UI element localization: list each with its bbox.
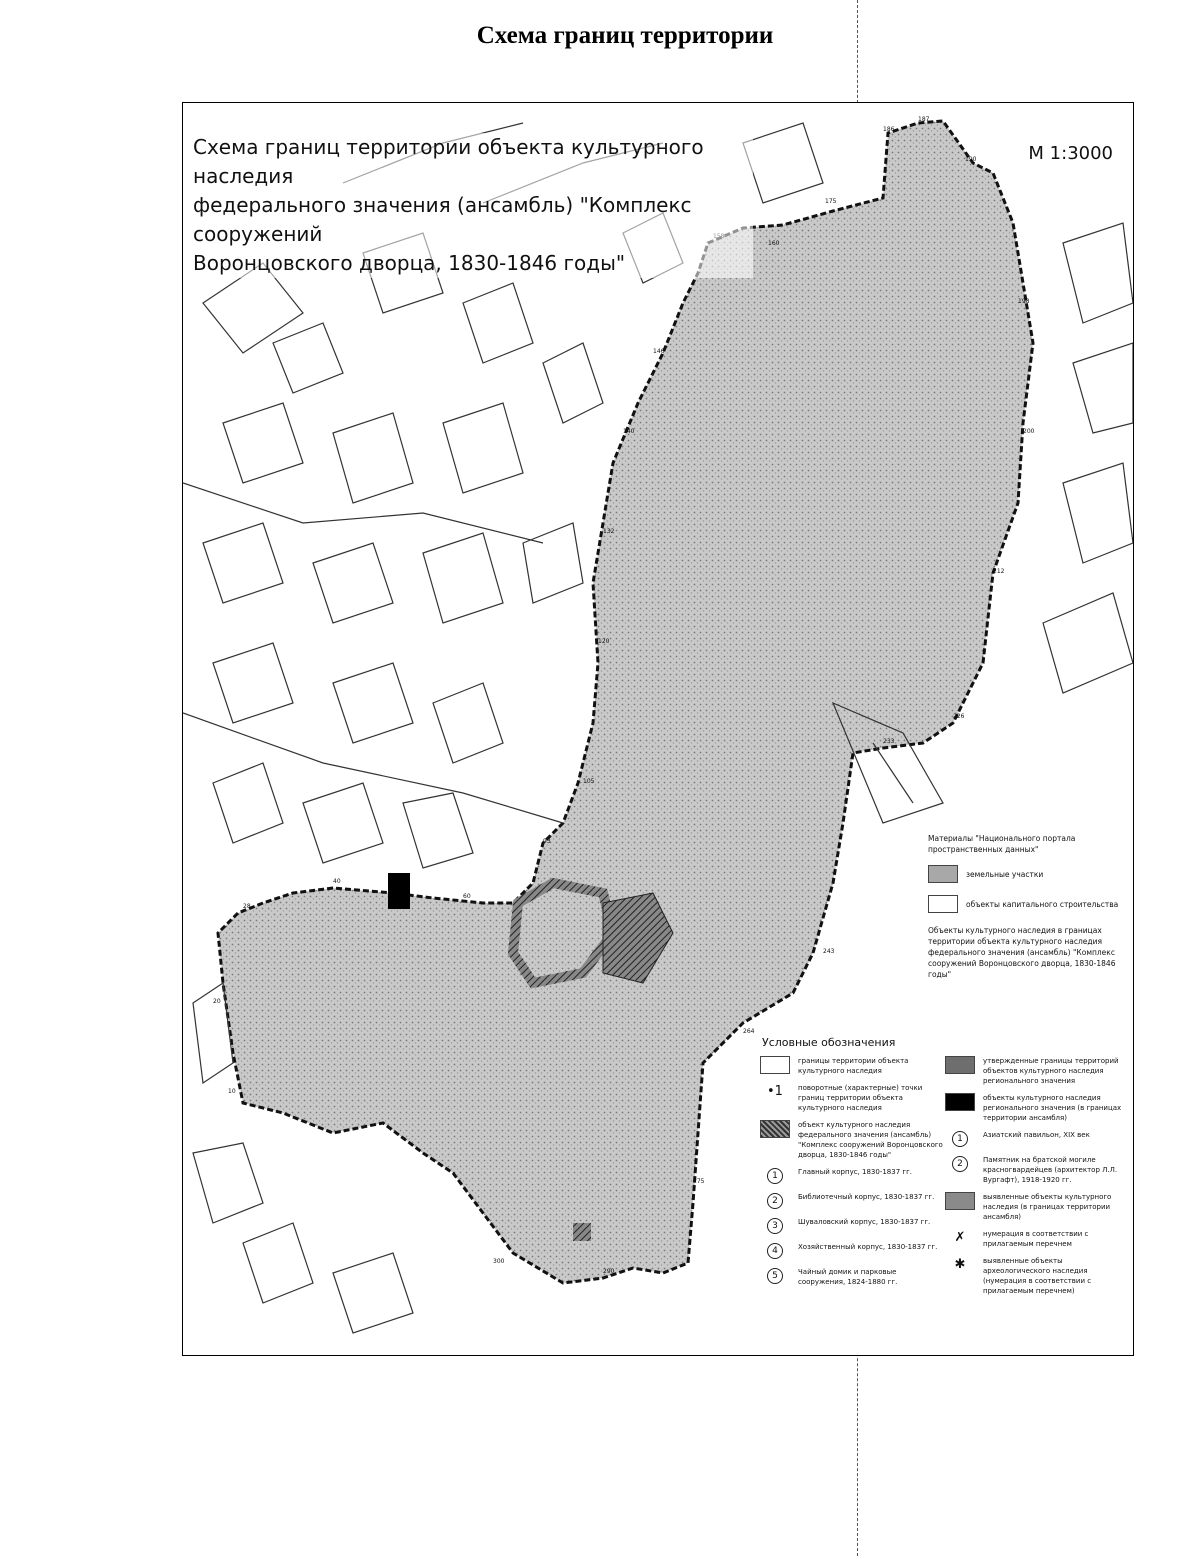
legend-column-right xyxy=(943,1056,1128,1303)
legend-item-label: Библиотечный корпус, 1830-1837 гг. xyxy=(798,1193,935,1201)
materials-item-label: объекты капитального строительства xyxy=(966,899,1119,909)
land-plot-swatch xyxy=(928,865,958,883)
number-1-icon: 1 xyxy=(767,1168,783,1184)
map-heading xyxy=(193,133,753,278)
svg-text:160: 160 xyxy=(768,240,780,247)
legend-item xyxy=(943,1155,1128,1185)
svg-text:233: 233 xyxy=(883,738,895,745)
regional-object-swatch xyxy=(945,1093,975,1111)
point-icon: •1 xyxy=(767,1084,783,1099)
legend-item xyxy=(758,1120,943,1160)
svg-text:28: 28 xyxy=(243,903,251,910)
identified-object-swatch xyxy=(945,1192,975,1210)
legend-item xyxy=(758,1267,943,1287)
legend-item xyxy=(758,1217,943,1235)
svg-text:105: 105 xyxy=(583,778,595,785)
legend-item xyxy=(943,1256,1128,1296)
svg-text:20: 20 xyxy=(213,998,221,1005)
materials-item xyxy=(928,895,1128,913)
page-title: Схема границ территории xyxy=(476,22,774,49)
number-2-icon: 2 xyxy=(952,1156,968,1172)
ensemble-swatch xyxy=(760,1120,790,1138)
legend-item-label: границы территории объекта культурного наследия xyxy=(798,1057,909,1075)
legend-title: Условные обозначения xyxy=(762,1036,896,1049)
svg-text:190: 190 xyxy=(965,156,977,163)
legend-item xyxy=(758,1192,943,1210)
building-swatch xyxy=(928,895,958,913)
svg-text:198: 198 xyxy=(1018,298,1030,305)
svg-text:290: 290 xyxy=(603,1268,615,1275)
svg-text:40: 40 xyxy=(333,878,341,885)
map-frame xyxy=(182,102,1134,1356)
legend-item-label: утвержденные границы территорий объектов культурного наследия регионального значения xyxy=(983,1057,1119,1085)
svg-text:212: 212 xyxy=(993,568,1005,575)
number-4-icon: 4 xyxy=(767,1243,783,1259)
legend-item-label: нумерация в соответствии с прилагаемым перечнем xyxy=(983,1230,1089,1248)
legend-item xyxy=(943,1229,1128,1249)
materials-item-label: земельные участки xyxy=(966,869,1044,879)
legend-item-label: Главный корпус, 1830-1837 гг. xyxy=(798,1168,912,1176)
svg-text:186: 186 xyxy=(883,126,895,133)
svg-text:93: 93 xyxy=(543,838,551,845)
numbering-icon: ✗ xyxy=(954,1230,966,1245)
svg-text:226: 226 xyxy=(953,713,965,720)
svg-text:175: 175 xyxy=(825,198,837,205)
legend-item xyxy=(943,1192,1128,1222)
legend-item-label: объект культурного наследия федерального значения (ансамбль) "Комплекс сооружений Воронцовского дворца, 1830-1846 годы" xyxy=(798,1121,943,1159)
legend-item-label: выявленные объекты культурного наследия (в границах территории ансамбля) xyxy=(983,1193,1112,1221)
legend-item xyxy=(943,1056,1128,1086)
legend-item-label: выявленные объекты археологического наследия (нумерация в соответствии с прилагаемым перечнем) xyxy=(983,1257,1092,1295)
legend xyxy=(758,1038,1128,1348)
legend-item xyxy=(758,1167,943,1185)
legend-item-label: Чайный домик и парковые сооружения, 1824-1880 гг. xyxy=(798,1268,898,1286)
legend-item-label: Хозяйственный корпус, 1830-1837 гг. xyxy=(798,1243,938,1251)
number-3-icon: 3 xyxy=(767,1218,783,1234)
svg-text:275: 275 xyxy=(693,1178,705,1185)
materials-item xyxy=(928,865,1128,883)
svg-text:187: 187 xyxy=(918,116,930,123)
legend-item-label: Азиатский павильон, XIX век xyxy=(983,1131,1090,1139)
materials-note: Объекты культурного наследия в границах территории объекта культурного наследия федерального значения (ансамбль) "Комплекс сооружений Воронцовского дворца, 1830-1846 годы" xyxy=(928,926,1116,979)
svg-text:10: 10 xyxy=(228,1088,236,1095)
svg-text:300: 300 xyxy=(493,1258,505,1265)
regional-object-block xyxy=(388,873,410,909)
legend-item xyxy=(943,1130,1128,1148)
boundary-swatch xyxy=(760,1056,790,1074)
svg-text:200: 200 xyxy=(1023,428,1035,435)
map-heading-line: Схема границ территории объекта культурного наследия xyxy=(193,135,704,188)
legend-column-left xyxy=(758,1056,943,1303)
legend-item-label: объекты культурного наследия регионального значения (в границах территории ансамбля) xyxy=(983,1094,1122,1122)
map-heading-line: Воронцовского дворца, 1830-1846 годы" xyxy=(193,251,626,275)
legend-item xyxy=(758,1056,943,1076)
svg-text:243: 243 xyxy=(823,948,835,955)
svg-text:132: 132 xyxy=(603,528,615,535)
svg-text:264: 264 xyxy=(743,1028,755,1035)
number-5-icon: 5 xyxy=(767,1268,783,1284)
svg-text:120: 120 xyxy=(598,638,610,645)
map-heading-line: федерального значения (ансамбль) "Комплекс сооружений xyxy=(193,193,692,246)
svg-text:60: 60 xyxy=(463,893,471,900)
scale-label: М 1:3000 xyxy=(1028,143,1113,164)
legend-item-label: Памятник на братской могиле красногвардейцев (архитектор Л.Л. Вургафт), 1918-1920 гг. xyxy=(983,1156,1118,1184)
svg-text:146: 146 xyxy=(653,348,665,355)
legend-item xyxy=(758,1083,943,1113)
svg-text:140: 140 xyxy=(623,428,635,435)
number-1-icon: 1 xyxy=(952,1131,968,1147)
archaeology-icon: ✱ xyxy=(954,1257,966,1272)
legend-item xyxy=(943,1093,1128,1123)
legend-item-label: поворотные (характерные) точки границ территории объекта культурного наследия xyxy=(798,1084,923,1112)
materials-title: Материалы "Национального портала пространственных данных" xyxy=(928,834,1076,854)
number-2-icon: 2 xyxy=(767,1193,783,1209)
materials-legend xyxy=(928,833,1128,980)
legend-item xyxy=(758,1242,943,1260)
regional-boundary-swatch xyxy=(945,1056,975,1074)
legend-item-label: Шуваловский корпус, 1830-1837 гг. xyxy=(798,1218,931,1226)
